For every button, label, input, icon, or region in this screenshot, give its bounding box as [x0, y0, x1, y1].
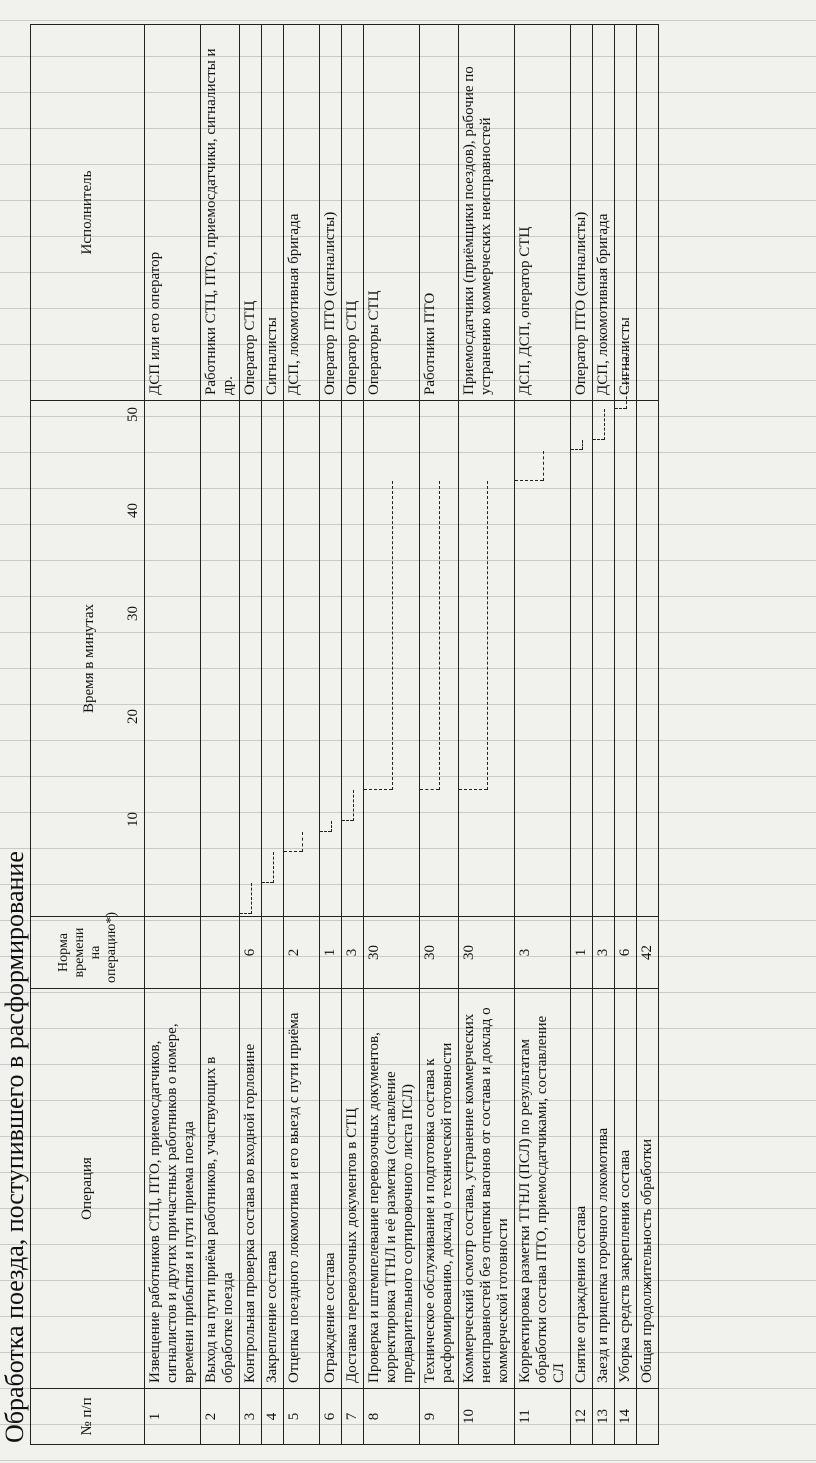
table-row [262, 25, 284, 1445]
header-norm: Норма времени на операцию*) [31, 917, 145, 989]
gantt-row [320, 401, 342, 917]
row-number: 14 [615, 1389, 637, 1445]
gantt-bar [273, 852, 274, 883]
executor-text: ДСП, ДСП, оператор СТЦ [515, 25, 571, 401]
executor-text: Приемосдатчики (приёмщики поездов), рабочие по устранению коммерческих неисправностей [459, 25, 515, 401]
operation-text: Отцепка поездного локомотива и его выезд с пути приёма [284, 989, 320, 1389]
gantt-row [615, 401, 637, 917]
operation-duration: 3 [593, 917, 615, 989]
gantt-bar [392, 481, 393, 790]
time-ticks [122, 401, 142, 916]
operation-duration: 1 [320, 917, 342, 989]
operation-duration: 6 [615, 917, 637, 989]
gantt-bar [487, 481, 488, 790]
tick-40: 40 [125, 503, 141, 518]
tick-50: 50 [125, 407, 141, 422]
row-number: 10 [459, 1389, 515, 1445]
gantt-row [364, 401, 420, 917]
gantt-bar [331, 821, 332, 831]
operations-table [30, 24, 659, 1445]
row-number: 4 [262, 1389, 284, 1445]
total-gantt [637, 401, 659, 917]
executor-text: Операторы СТЦ [364, 25, 420, 401]
total-label: Общая продолжительность обработки [637, 989, 659, 1389]
table-row [320, 25, 342, 1445]
gantt-row [593, 401, 615, 917]
header-operation: Операция [31, 989, 145, 1389]
row-number: 11 [515, 1389, 571, 1445]
gantt-row [240, 401, 262, 917]
operation-text: Снятие ограждения состава [571, 989, 593, 1389]
gantt-bar [439, 481, 440, 790]
gantt-row [420, 401, 459, 917]
operation-text: Извещение работников СТЦ, ПТО, приемосдатчиков, сигналистов и других причастных работников о номере, времени прибытия и пути приема поезда [145, 989, 201, 1389]
gantt-row [284, 401, 320, 917]
operation-duration [262, 917, 284, 989]
table-row [145, 25, 201, 1445]
row-number: 13 [593, 1389, 615, 1445]
gantt-row [515, 401, 571, 917]
header-num: № п/п [31, 1389, 145, 1445]
operation-text: Коммерческий осмотр состава, устранение коммерческих неисправностей без отцепки вагонов от состава и доклад о коммерческой готовности [459, 989, 515, 1389]
tick-20: 20 [125, 709, 141, 724]
total-row [637, 25, 659, 1445]
gantt-connector [364, 789, 392, 790]
header-executor: Исполнитель [31, 25, 145, 401]
table-row [615, 25, 637, 1445]
total-blank [637, 1389, 659, 1445]
row-number: 9 [420, 1389, 459, 1445]
gantt-connector [615, 408, 626, 409]
row-number: 2 [201, 1389, 240, 1445]
gantt-connector [459, 789, 487, 790]
table-header-row [31, 25, 145, 1445]
tick-10: 10 [125, 812, 141, 827]
executor-text: Оператор ПТО (сигналисты) [320, 25, 342, 401]
operation-text: Корректировка разметки ТГНЛ (ПСЛ) по результатам обработки состава ПТО, приемосдатчиками, составление СЛ [515, 989, 571, 1389]
gantt-connector [420, 789, 439, 790]
gantt-bar [582, 440, 583, 450]
total-executor-blank [637, 25, 659, 401]
operation-duration: 30 [420, 917, 459, 989]
gantt-row [571, 401, 593, 917]
row-number: 5 [284, 1389, 320, 1445]
gantt-row [145, 401, 201, 917]
header-time-scale [31, 401, 145, 917]
table-row [201, 25, 240, 1445]
executor-text: ДСП или его оператор [145, 25, 201, 401]
executor-text: Оператор СТЦ [342, 25, 364, 401]
table-row [342, 25, 364, 1445]
operation-text: Доставка перевозочных документов в СТЦ [342, 989, 364, 1389]
header-time-label: Время в минутах [81, 603, 97, 714]
operation-duration: 6 [240, 917, 262, 989]
total-duration: 42 [637, 917, 659, 989]
gantt-connector [320, 831, 331, 832]
page-title: Обработка поезда, поступившего в расформирование [0, 851, 29, 1443]
operation-duration: 30 [459, 917, 515, 989]
operation-duration: 1 [571, 917, 593, 989]
executor-text: Сигналисты [262, 25, 284, 401]
gantt-bar [626, 348, 627, 410]
row-number: 1 [145, 1389, 201, 1445]
operation-duration [201, 917, 240, 989]
gantt-row [201, 401, 240, 917]
executor-text: Оператор ПТО (сигналисты) [571, 25, 593, 401]
operation-duration: 2 [284, 917, 320, 989]
gantt-bar [604, 409, 605, 440]
gantt-row [342, 401, 364, 917]
table-row [459, 25, 515, 1445]
gantt-bar [353, 790, 354, 821]
gantt-connector [515, 480, 543, 481]
gantt-connector [262, 882, 273, 883]
gantt-bar [251, 883, 252, 914]
gantt-connector [593, 439, 604, 440]
row-number: 7 [342, 1389, 364, 1445]
gantt-connector [240, 913, 251, 914]
tick-30: 30 [125, 606, 141, 621]
row-number: 8 [364, 1389, 420, 1445]
executor-text: Оператор СТЦ [240, 25, 262, 401]
operation-text: Закрепление состава [262, 989, 284, 1389]
table-row [240, 25, 262, 1445]
gantt-connector [284, 851, 302, 852]
operation-text: Уборка средств закрепления состава [615, 989, 637, 1389]
operation-duration: 30 [364, 917, 420, 989]
executor-text: ДСП, локомотивная бригада [593, 25, 615, 401]
gantt-bar [302, 832, 303, 853]
table-row [284, 25, 320, 1445]
executor-text: ДСП, локомотивная бригада [284, 25, 320, 401]
table-row [515, 25, 571, 1445]
table-row [593, 25, 615, 1445]
operation-text: Контрольная проверка состава во входной горловине [240, 989, 262, 1389]
executor-text: Сигналисты [615, 25, 637, 401]
table-row [571, 25, 593, 1445]
operation-duration [145, 917, 201, 989]
gantt-bar [543, 451, 544, 482]
table-row [364, 25, 420, 1445]
executor-text: Работники ПТО [420, 25, 459, 401]
executor-text: Работники СТЦ, ПТО, приемосдатчики, сигналисты и др. [201, 25, 240, 401]
gantt-connector [342, 820, 353, 821]
table-row [420, 25, 459, 1445]
operation-text: Заезд и прицепка горочного локомотива [593, 989, 615, 1389]
row-number: 12 [571, 1389, 593, 1445]
operation-duration: 3 [515, 917, 571, 989]
gantt-row [459, 401, 515, 917]
gantt-row [262, 401, 284, 917]
row-number: 3 [240, 1389, 262, 1445]
operation-duration: 3 [342, 917, 364, 989]
gantt-connector [571, 450, 582, 451]
operation-text: Ограждение состава [320, 989, 342, 1389]
operation-text: Выход на пути приёма работников, участвующих в обработке поезда [201, 989, 240, 1389]
operation-text: Техническое обслуживание и подготовка состава к расформированию, доклад о технической готовности [420, 989, 459, 1389]
row-number: 6 [320, 1389, 342, 1445]
operation-text: Проверка и штемпелевание перевозочных документов, корректировка ТГНЛ и её разметка (составление предварительного сортировочного листа ПСЛ) [364, 989, 420, 1389]
